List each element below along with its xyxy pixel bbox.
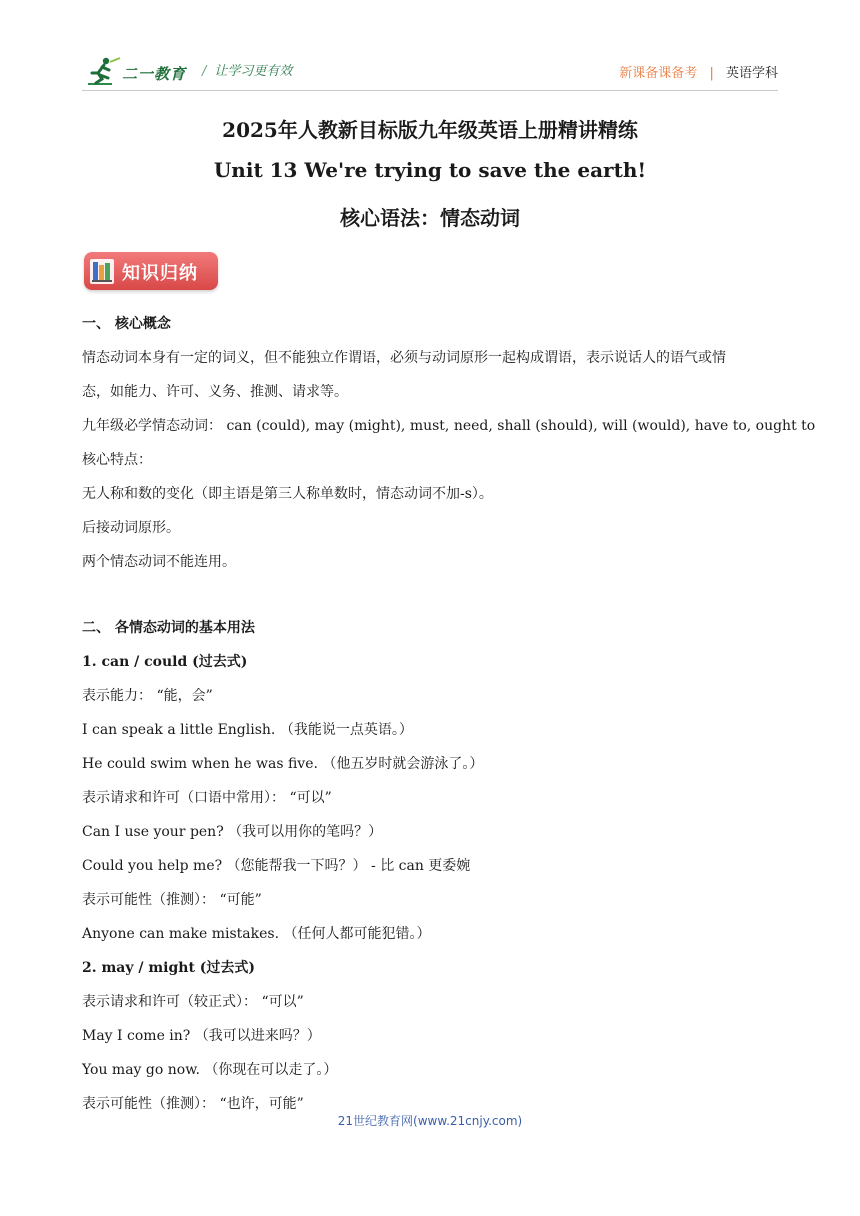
example-sentence: He could swim when he was five. （他五岁时就会游泳了。） [82,756,484,772]
header-divider: | [709,66,714,81]
example-sentence: You may go now. （你现在可以走了。） [82,1062,338,1078]
subsection-heading-may-might: 2. may / might (过去式) [82,960,256,976]
badge-label: 知识归纳 [122,263,198,284]
slogan-text: 让学习更有效 [214,64,293,79]
subheading-core-features: 核心特点： [82,452,152,468]
page-footer-source: 21世纪教育网(www.21cnjy.com) [337,1114,523,1128]
unit-title: Unit 13 We're trying to save the earth! [213,158,647,182]
example-sentence: I can speak a little English. （我能说一点英语。） [82,722,413,738]
example-sentence: Can I use your pen? （我可以用你的笔吗？） [82,824,383,840]
paragraph-line: 情态动词本身有一定的词义，但不能独立作谓语，必须与动词原形一起构成谓语，表示说话人的语气或情 [82,350,726,366]
logo [82,56,192,90]
modal-verb-list: 九年级必学情态动词： can (could), may (might), must, need, shall (should), will (would), have to, ought to [82,418,816,434]
section-heading-core-concept: 一、 核心概念 [82,316,171,332]
course-tag: 新课备课备考 [619,66,698,81]
knowledge-summary-badge [84,252,218,290]
feature-item: 无人称和数的变化（即主语是第三人称单数时，情态动词不加-s）。 [82,486,493,502]
document-title: 2025年人教新目标版九年级英语上册精讲精练 [222,118,638,142]
header-rule [82,90,778,91]
feature-item: 两个情态动词不能连用。 [82,554,236,570]
usage-label: 表示能力： “能，会” [82,688,213,704]
subject-label: 英语学科 [725,66,778,81]
subsection-heading-can-could: 1. can / could (过去式) [82,654,248,670]
slogan [202,60,292,79]
runner-logo-icon [82,56,122,90]
usage-label: 表示请求和许可（较正式）： “可以” [82,994,304,1010]
usage-label: 表示请求和许可（口语中常用）： “可以” [82,790,332,806]
paragraph-line: 态，如能力、许可、义务、推测、请求等。 [82,384,348,400]
logo-text: 二一教育 [122,65,187,83]
example-sentence: Could you help me? （您能帮我一下吗？） - 比 can 更委婉 [82,858,471,874]
feature-item: 后接动词原形。 [82,520,180,536]
page-header [82,52,778,92]
example-sentence: Anyone can make mistakes. （任何人都可能犯错。） [82,926,431,942]
usage-label: 表示可能性（推测）： “可能” [82,892,262,908]
example-sentence: May I come in? （我可以进来吗？） [82,1028,321,1044]
section-heading-usage: 二、 各情态动词的基本用法 [82,620,255,636]
topic-title: 核心语法：情态动词 [340,206,520,230]
usage-label: 表示可能性（推测）： “也许，可能” [82,1096,304,1112]
header-right [619,62,778,81]
slogan-divider: / [202,64,207,79]
books-icon [89,256,115,286]
